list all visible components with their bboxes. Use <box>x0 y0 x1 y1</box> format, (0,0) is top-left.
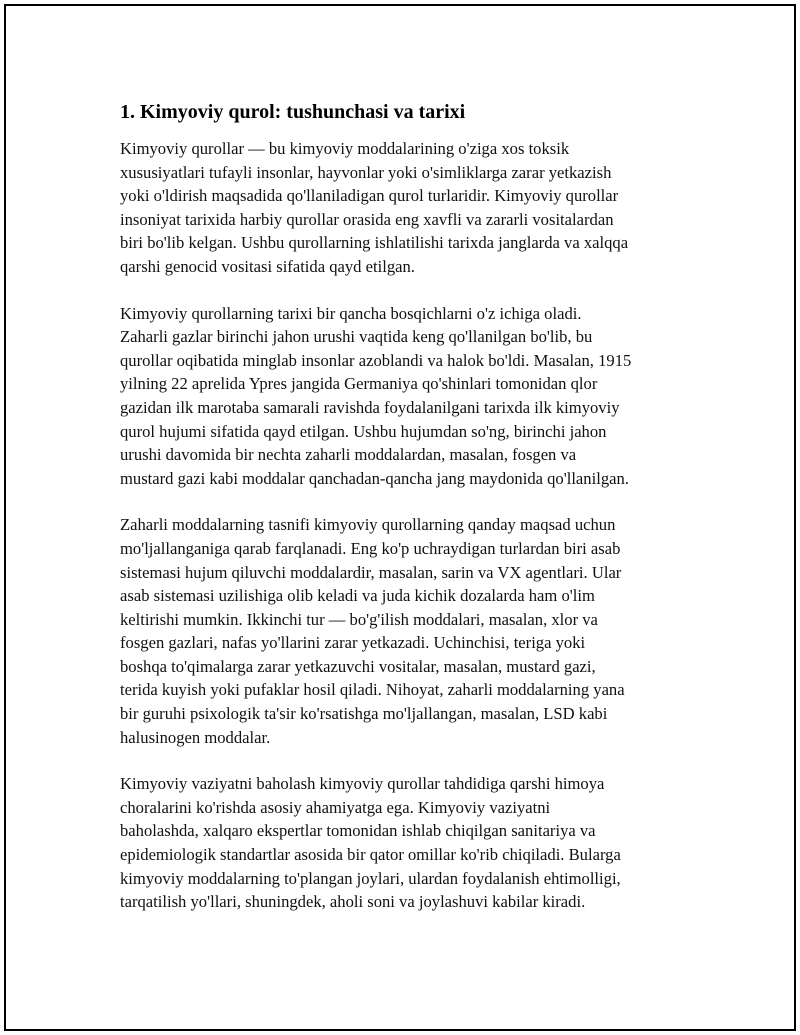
text-line: qarshi genocid vositasi sifatida qayd etilgan. <box>120 256 415 276</box>
text-line: urushi davomida bir nechta zaharli moddalardan, masalan, fosgen va <box>120 445 577 465</box>
text-line: yoki o'ldirish maqsadida qo'llaniladigan qurol turlaridir. Kimyoviy qurollar <box>120 186 619 206</box>
text-line: gazidan ilk marotaba samarali ravishda foydalanilgani tarixda ilk kimyoviy <box>120 397 620 417</box>
text-line: fosgen gazlari, nafas yo'llarini zarar yetkazadi. Uchinchisi, teriga yoki <box>120 633 586 653</box>
paragraph-4 <box>120 772 692 914</box>
text-line: mo'ljallanganiga qarab farqlanadi. Eng ko'p uchraydigan turlardan biri asab <box>120 538 621 558</box>
text-line: Kimyoviy qurollar — bu kimyoviy moddalarining o'ziga xos toksik <box>120 139 570 158</box>
text-line: halusinogen moddalar. <box>120 727 271 747</box>
text-line: xususiyatlari tufayli insonlar, hayvonlar yoki o'simliklarga zarar yetkazish <box>120 162 612 182</box>
text-line: epidemiologik standartlar asosida bir qator omillar ko'rib chiqiladi. Bularga <box>120 845 621 865</box>
text-line: sistemasi hujum qiluvchi moddalardir, masalan, sarin va VX agentlari. Ular <box>120 562 622 582</box>
text-line: Kimyoviy vaziyatni baholash kimyoviy qurollar tahdidiga qarshi himoya <box>120 774 605 794</box>
page-frame <box>4 4 796 1031</box>
paragraph-2 <box>120 302 692 491</box>
text-line: bir guruhi psixologik ta'sir ko'rsatishga mo'ljallangan, masalan, LSD kabi <box>120 704 608 724</box>
text-line: qurol hujumi sifatida qayd etilgan. Ushbu hujumdan so'ng, birinchi jahon <box>120 421 607 441</box>
text-line: yilning 22 aprelida Ypres jangida Germaniya qo'shinlari tomonidan qlor <box>120 374 598 394</box>
text-line: asab sistemasi uzilishiga olib keladi va juda kichik dozalarda ham o'lim <box>120 586 595 606</box>
text-line: mustard gazi kabi moddalar qanchadan-qancha jang maydonida qo'llanilgan. <box>120 468 629 488</box>
text-line: keltirishi mumkin. Ikkinchi tur — bo'g'ilish moddalari, masalan, xlor va <box>120 609 598 629</box>
paragraph-1 <box>120 137 692 279</box>
text-line: Zaharli gazlar birinchi jahon urushi vaqtida keng qo'llanilgan bo'lib, bu <box>120 327 593 347</box>
text-line: boshqa to'qimalarga zarar yetkazuvchi vositalar, masalan, mustard gazi, <box>120 656 596 676</box>
section-title: 1. Kimyoviy qurol: tushunchasi va tarixi <box>120 101 466 123</box>
text-line: qurollar oqibatida minglab insonlar azoblandi va halok bo'ldi. Masalan, 1915 <box>120 350 632 370</box>
text-line: insoniyat tarixida harbiy qurollar orasida eng xavfli va zararli vositalardan <box>120 209 614 229</box>
text-line: Zaharli moddalarning tasnifi kimyoviy qurollarning qanday maqsad uchun <box>120 515 616 535</box>
text-line: kimyoviy moddalarning to'plangan joylari, ulardan foydalanish ehtimolligi, <box>120 868 621 888</box>
text-line: tarqatilish yo'llari, shuningdek, aholi soni va joylashuvi kabilar kiradi. <box>120 892 586 912</box>
text-line: Kimyoviy qurollarning tarixi bir qancha bosqichlarni o'z ichiga oladi. <box>120 303 582 323</box>
text-line: terida kuyish yoki pufaklar hosil qiladi. Nihoyat, zaharli moddalarning yana <box>120 680 625 700</box>
document-body <box>120 99 692 937</box>
paragraph-3 <box>120 513 692 749</box>
text-line: choralarini ko'rishda asosiy ahamiyatga ega. Kimyoviy vaziyatni <box>120 797 551 817</box>
text-line: baholashda, xalqaro ekspertlar tomonidan ishlab chiqilgan sanitariya va <box>120 821 596 841</box>
text-line: biri bo'lib kelgan. Ushbu qurollarning ishlatilishi tarixda janglarda va xalqqa <box>120 233 629 253</box>
